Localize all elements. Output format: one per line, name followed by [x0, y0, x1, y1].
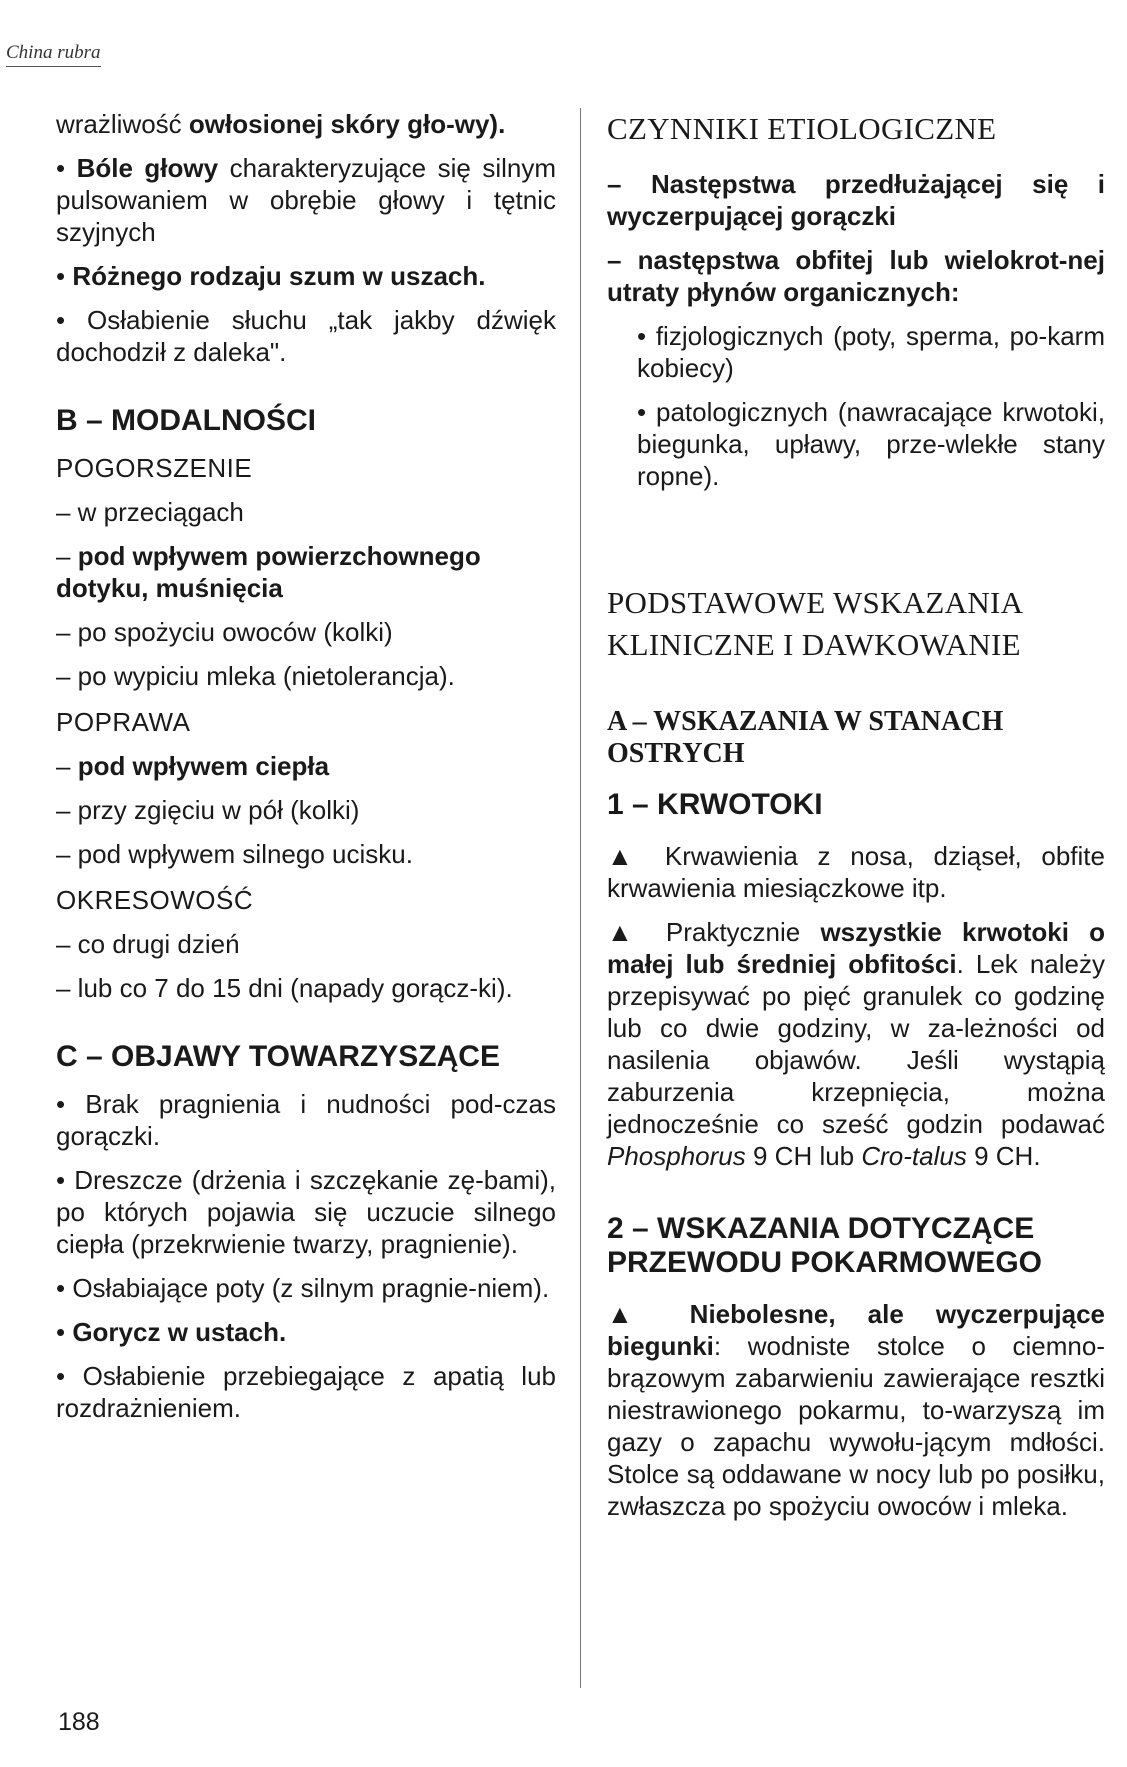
heading-hemorrhages: 1 – KRWOTOKI — [607, 788, 823, 821]
list-item: – po wypiciu mleka (nietolerancja). — [56, 661, 455, 691]
list-item: – w przeciągach — [56, 497, 244, 527]
right-column — [607, 108, 1105, 1534]
list-item: – pod wpływem silnego ucisku. — [56, 839, 413, 869]
list-item: – przy zgięciu w pół (kolki) — [56, 795, 360, 825]
label-improvement: POPRAWA — [56, 707, 191, 737]
list-item: – następstwa obfitej lub wielokrot-nej utraty płynów organicznych: — [607, 245, 1105, 307]
label-periodicity: OKRESOWOŚĆ — [56, 885, 254, 915]
paragraph-diarrhea: ▲ Niebolesne, ale wyczerpujące biegunki: wodniste stolce o ciemno-brązowym zabarwieniu zawierające resztki niestrawionego pokarmu, to-warzyszą im gazy o zapachu wywołu-jącym mdłości. Stolce są oddawane w nocy lub po posiłku, zwłaszcza po spożyciu owoców i mleka. — [607, 1299, 1105, 1521]
list-item: • fizjologicznych (poty, sperma, po-karm kobiecy) — [637, 321, 1105, 383]
running-head: China rubra — [6, 42, 101, 67]
list-item: – co drugi dzień — [56, 929, 240, 959]
list-item: – po spożyciu owoców (kolki) — [56, 617, 393, 647]
paragraph-hearing: • Osłabienie słuchu „tak jakby dźwięk dochodził z daleka". — [56, 305, 556, 367]
list-item: • Brak pragnienia i nudności pod-czas gorączki. — [56, 1089, 556, 1151]
left-column — [56, 108, 556, 1436]
heading-modalities: B – MODALNOŚCI — [56, 404, 317, 437]
paragraph-hair-sensitivity: wrażliwość owłosionej skóry gło-wy). — [56, 109, 506, 139]
column-divider — [580, 108, 581, 1688]
heading-acute-indications: A – WSKAZANIA W STANACH OSTRYCH — [607, 706, 1004, 769]
paragraph-bleeding: ▲ Krwawienia z nosa, dziąseł, obfite krwawienia miesiączkowe itp. — [607, 841, 1105, 903]
page-number: 188 — [58, 1708, 100, 1736]
heading-digestive: 2 – WSKAZANIA DOTYCZĄCE PRZEWODU POKARMOWEGO — [607, 1212, 1042, 1279]
list-item: – pod wpływem powierzchownego dotyku, muśnięcia — [56, 541, 481, 603]
list-item: – Następstwa przedłużającej się i wyczerpującej gorączki — [607, 169, 1105, 231]
list-item: • Gorycz w ustach. — [56, 1317, 287, 1347]
list-item: – lub co 7 do 15 dni (napady gorącz-ki). — [56, 973, 513, 1003]
list-item: – pod wpływem ciepła — [56, 751, 330, 781]
paragraph-ear-noise: • Różnego rodzaju szum w uszach. — [56, 261, 486, 291]
list-item: • Osłabienie przebiegające z apatią lub rozdrażnieniem. — [56, 1361, 556, 1423]
list-item: • patologicznych (nawracające krwotoki, biegunka, upławy, prze-wlekłe stany ropne). — [637, 397, 1105, 491]
heading-clinical-indications: PODSTAWOWE WSKAZANIA KLINICZNE I DAWKOWANIE — [607, 585, 1022, 662]
paragraph-headache: • Bóle głowy charakteryzujące się silnym pulsowaniem w obrębie głowy i tętnic szyjnych — [56, 153, 556, 247]
paragraph-dosage: ▲ Praktycznie wszystkie krwotoki o małej lub średniej obfitości. Lek należy przepisywać po pięć granulek co godzinę lub co dwie godziny, w za-leżności od nasilenia objawów. Jeśli wystąpią zaburzenia krzepnięcia, można jednocześnie co sześć godzin podawać Phosphorus 9 CH lub Cro-talus 9 CH. — [607, 917, 1105, 1171]
list-item: • Osłabiające poty (z silnym pragnie-niem). — [56, 1273, 550, 1303]
list-item: • Dreszcze (drżenia i szczękanie zę-bami), po których pojawia się uczucie silnego ciepła (przekrwienie twarzy, pragnienie). — [56, 1165, 556, 1259]
label-worsening: POGORSZENIE — [56, 453, 253, 483]
heading-accompanying-symptoms: C – OBJAWY TOWARZYSZĄCE — [56, 1040, 500, 1073]
heading-etiology: CZYNNIKI ETIOLOGICZNE — [607, 111, 997, 146]
